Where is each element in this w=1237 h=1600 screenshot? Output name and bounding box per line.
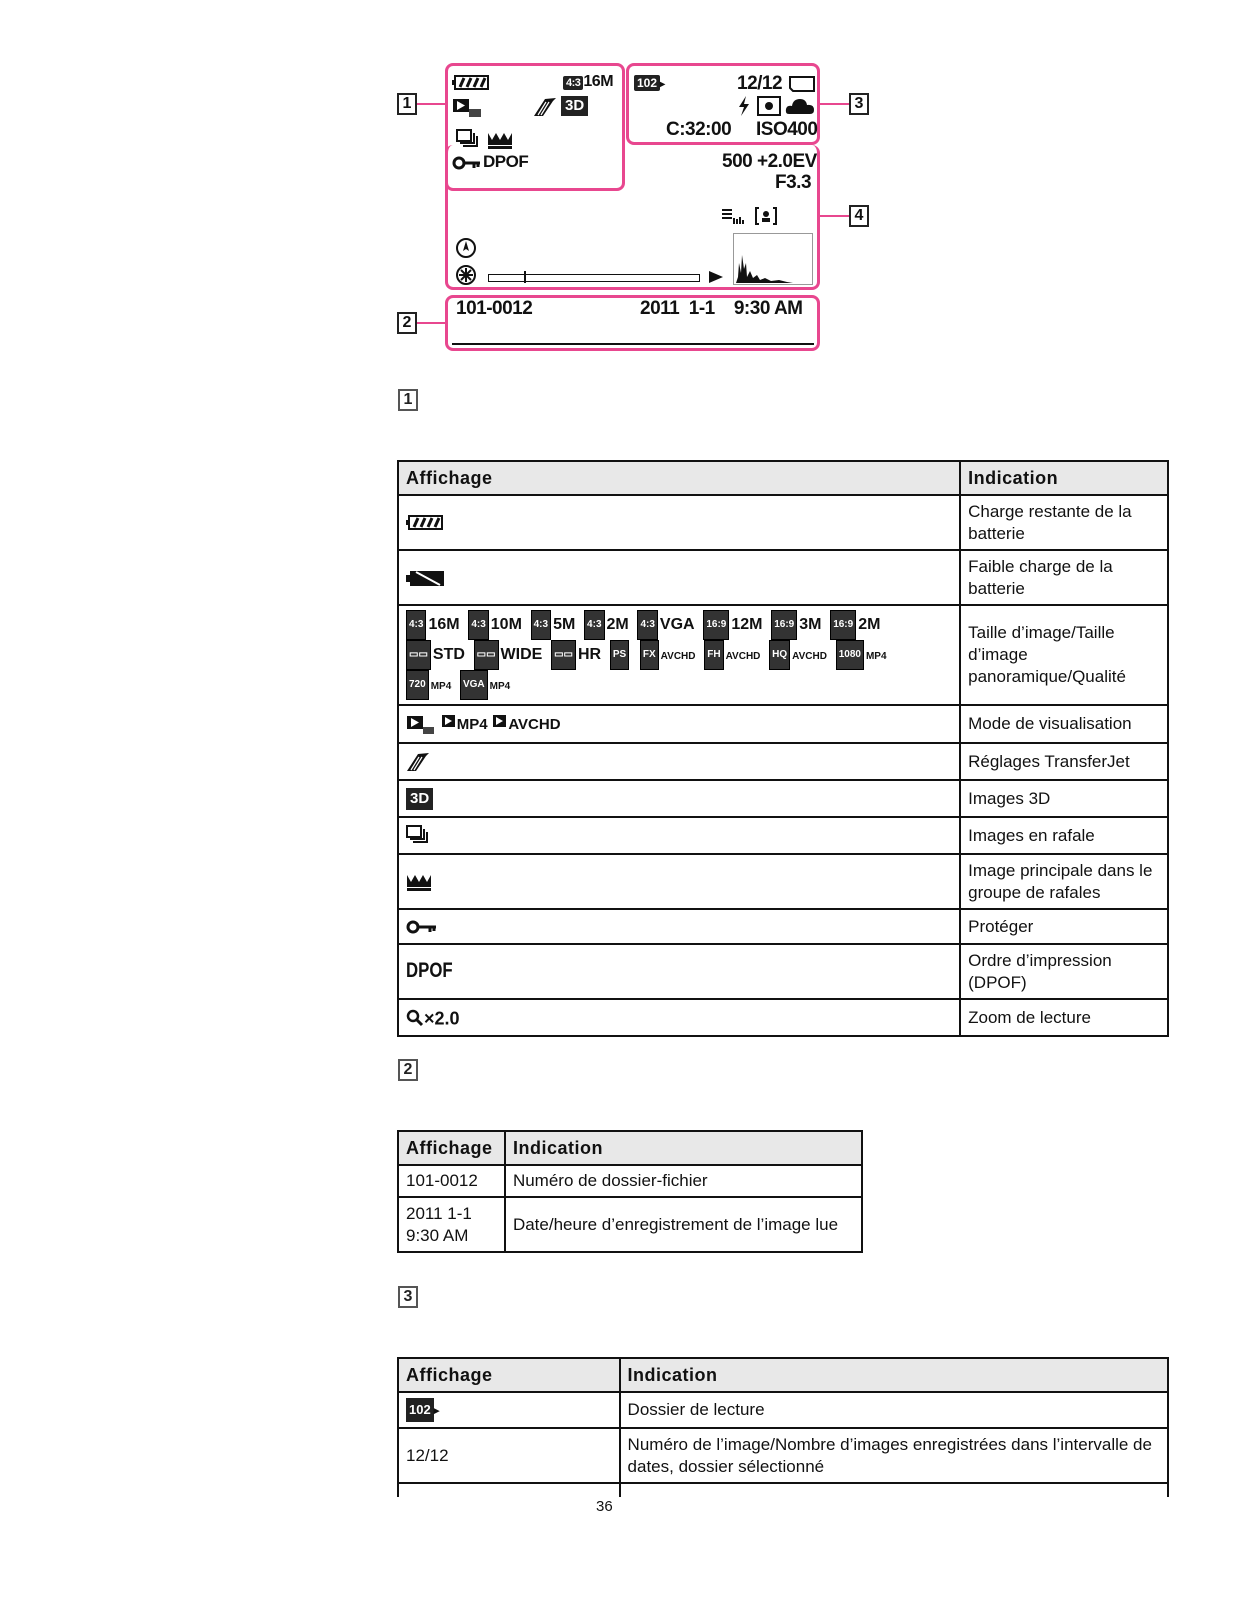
indication-cell: Date/heure d’enregistrement de l’image lue (505, 1197, 862, 1252)
size-icon (703, 610, 762, 640)
panorama-icon (406, 640, 465, 670)
wb-icon (455, 264, 477, 286)
size-text: 2M (858, 616, 881, 634)
table-row (398, 1392, 1168, 1428)
quality-format: MP4 (430, 681, 452, 693)
table-continuation-mid (619, 1483, 621, 1497)
size-badge: 4:3 (584, 610, 604, 640)
panorama-badge: ▭▭ (551, 640, 576, 670)
view-mode-label: MP4 (456, 715, 488, 733)
size-icon (771, 610, 821, 640)
table-header-row (398, 1358, 1168, 1392)
section-3-table (397, 1357, 1169, 1484)
quality-badge: VGA (460, 670, 488, 700)
size-text: 12M (731, 616, 763, 634)
3d-badge: 3D (561, 96, 588, 116)
size-text: 5M (553, 616, 576, 634)
playback-progress-bar (488, 274, 700, 282)
battery-low-icon (406, 568, 446, 588)
quality-format: AVCHD (792, 651, 827, 663)
size-icon (468, 610, 522, 640)
face-frame-icon (755, 207, 777, 225)
memory-card-icon (788, 75, 816, 93)
zone3-iso: ISO400 (756, 119, 818, 140)
size-icon (584, 610, 629, 640)
battery-full-icon (406, 515, 444, 531)
size-icon (531, 610, 576, 640)
quality-badge: HQ (769, 640, 790, 670)
table-row (398, 605, 1168, 705)
quality-badge: FH (704, 640, 723, 670)
indication-cell: Charge restante de la batterie (960, 495, 1168, 550)
display-cell (398, 817, 960, 854)
table-row (398, 705, 1168, 743)
size-badge: 16:9 (830, 610, 856, 640)
header-indication: Indication (505, 1131, 862, 1165)
zone4-aperture: F3.3 (775, 172, 812, 193)
quality-badge: 1080 (836, 640, 864, 670)
indication-cell: Protéger (960, 909, 1168, 944)
size-badge: 16:9 (771, 610, 797, 640)
zone2-file: 101-0012 (456, 298, 533, 319)
zone2-underline (452, 343, 814, 345)
table-row (398, 780, 1168, 817)
size-icon (637, 610, 694, 640)
display-cell: 12/12 (398, 1428, 620, 1483)
quality-icon (769, 640, 827, 670)
folder-arrow-icon: ▸ (433, 1405, 440, 1417)
callout-4: 4 (849, 205, 869, 227)
quality-icon (460, 670, 510, 700)
table-row (398, 854, 1168, 909)
transferjet-icon (406, 752, 430, 772)
table-row (398, 550, 1168, 605)
size-text: STD (432, 646, 465, 664)
section-1-table (397, 460, 1169, 1037)
quality-badge: PS (610, 640, 629, 670)
panorama-icon (551, 640, 601, 670)
table-row (398, 495, 1168, 550)
size-text: 3M (799, 616, 822, 634)
callout-3: 3 (849, 93, 869, 115)
header-indication: Indication (620, 1358, 1168, 1392)
header-indication: Indication (960, 461, 1168, 495)
battery-icon (452, 75, 490, 91)
size-text: 16M (583, 73, 614, 90)
quality-icon (610, 640, 631, 670)
display-cell (398, 909, 960, 944)
callout-3-line (820, 103, 849, 105)
metering-icon (757, 96, 781, 116)
burst-icon (406, 825, 430, 847)
section-marker-1: 1 (398, 389, 418, 411)
burst-icon (456, 129, 480, 151)
display-cell (398, 1392, 620, 1428)
3d-icon: 3D (406, 788, 433, 810)
histogram (733, 233, 813, 285)
table-row (398, 909, 1168, 944)
display-cell (398, 605, 960, 705)
size-badge: 4:3 (468, 610, 488, 640)
panorama-badge: ▭▭ (406, 640, 431, 670)
display-cell (398, 705, 960, 743)
size-badge: 16:9 (703, 610, 729, 640)
zone3-recorded: C:32:00 (666, 119, 732, 140)
table-row (398, 1197, 862, 1252)
zone1-dpof: DPOF (483, 152, 529, 171)
dpof-icon: DPOF (406, 959, 453, 983)
size-icon (406, 610, 460, 640)
size-badge: 4:3 (406, 610, 426, 640)
flash-icon (737, 96, 751, 116)
key-icon (406, 919, 438, 935)
zone3-count: 12/12 (737, 73, 783, 94)
display-cell (398, 854, 960, 909)
quality-format: MP4 (489, 681, 511, 693)
indication-cell: Dossier de lecture (620, 1392, 1168, 1428)
section-marker-3: 3 (398, 1286, 418, 1308)
view-mode-label: AVCHD (508, 715, 561, 733)
table-header-row (398, 461, 1168, 495)
table-row (398, 1428, 1168, 1483)
section-marker-2: 2 (398, 1059, 418, 1081)
key-icon (452, 155, 482, 171)
table-header-row (398, 1131, 862, 1165)
table-row (398, 1165, 862, 1197)
crown-icon (487, 130, 513, 150)
table-continuation-left (397, 1483, 399, 1497)
zoom-value: ×2.0 (424, 1008, 460, 1029)
display-cell (398, 944, 960, 999)
size-badge: 4:3 (563, 76, 583, 90)
indication-cell: Faible charge de la batterie (960, 550, 1168, 605)
callout-2-line (417, 322, 445, 324)
panorama-icon (474, 640, 543, 670)
table-row (398, 944, 1168, 999)
transferjet-icon (533, 97, 557, 117)
playback-progress-marker (524, 271, 526, 283)
quality-icon (704, 640, 760, 670)
callout-4-line (820, 215, 849, 217)
header-affichage: Affichage (398, 461, 960, 495)
panorama-badge: ▭▭ (474, 640, 499, 670)
folder-icon: 102 ▸ (634, 74, 665, 92)
indication-cell: Image principale dans le groupe de rafales (960, 854, 1168, 909)
quality-format: AVCHD (660, 651, 696, 663)
quality-badge: FX (640, 640, 659, 670)
indication-cell: Numéro de l’image/Nombre d’images enregistrées dans l’intervalle de dates, dossier sélectionné (620, 1428, 1168, 1483)
table-row (398, 743, 1168, 780)
section-2-table (397, 1130, 863, 1253)
crown-icon (406, 872, 432, 892)
page-number: 36 (596, 1498, 613, 1515)
folder-number: 102 (634, 75, 660, 91)
play-arrow-icon (708, 270, 724, 284)
callout-1: 1 (397, 93, 417, 115)
header-affichage: Affichage (398, 1358, 620, 1392)
size-text: 10M (490, 616, 522, 634)
indication-cell: Ordre d’impression (DPOF) (960, 944, 1168, 999)
size-text: 16M (428, 616, 460, 634)
table-continuation-right (1167, 1483, 1169, 1497)
view-mode-avchd-icon (492, 714, 560, 736)
callout-1-line (417, 103, 445, 105)
folder-icon: 102 (406, 1398, 434, 1422)
view-mode-icon (406, 714, 436, 736)
indication-cell: Réglages TransferJet (960, 743, 1168, 780)
quality-format: MP4 (865, 651, 887, 663)
display-cell (398, 780, 960, 817)
quality-format: AVCHD (725, 651, 761, 663)
view-mode-icon (452, 97, 484, 119)
cloud-icon (785, 96, 815, 116)
indication-cell: Mode de visualisation (960, 705, 1168, 743)
quality-icon (640, 640, 696, 670)
quality-badge: 720 (406, 670, 429, 700)
display-cell (398, 495, 960, 550)
dro-icon (720, 207, 748, 227)
display-cell (398, 550, 960, 605)
compass-icon (455, 237, 477, 259)
display-cell (398, 743, 960, 780)
callout-2: 2 (397, 312, 417, 334)
indication-cell: Numéro de dossier-fichier (505, 1165, 862, 1197)
size-text: WIDE (500, 646, 543, 664)
indication-cell: Zoom de lecture (960, 999, 1168, 1036)
quality-icon (406, 670, 451, 700)
indication-cell: Taille d’image/Taille d’image panoramique/Qualité (960, 605, 1168, 705)
size-icon (830, 610, 880, 640)
size-badge: 4:3 (637, 610, 657, 640)
size-badge: 4:3 (531, 610, 551, 640)
indication-cell: Images 3D (960, 780, 1168, 817)
size-text: HR (577, 646, 602, 664)
zoom-icon (406, 1009, 424, 1027)
size-text: VGA (659, 616, 695, 634)
zone2-datetime: 2011 1-1 9:30 AM (640, 298, 803, 319)
size-text: 2M (606, 616, 629, 634)
display-cell: 2011 1-1 9:30 AM (398, 1197, 505, 1252)
header-affichage: Affichage (398, 1131, 505, 1165)
view-mode-mp4-icon (441, 714, 488, 736)
zone1-size (563, 73, 613, 91)
zone4-shutter-ev: 500 +2.0EV (722, 151, 817, 172)
indication-cell: Images en rafale (960, 817, 1168, 854)
table-row (398, 817, 1168, 854)
display-cell (398, 999, 960, 1036)
display-cell: 101-0012 (398, 1165, 505, 1197)
table-row (398, 999, 1168, 1036)
quality-icon (836, 640, 887, 670)
